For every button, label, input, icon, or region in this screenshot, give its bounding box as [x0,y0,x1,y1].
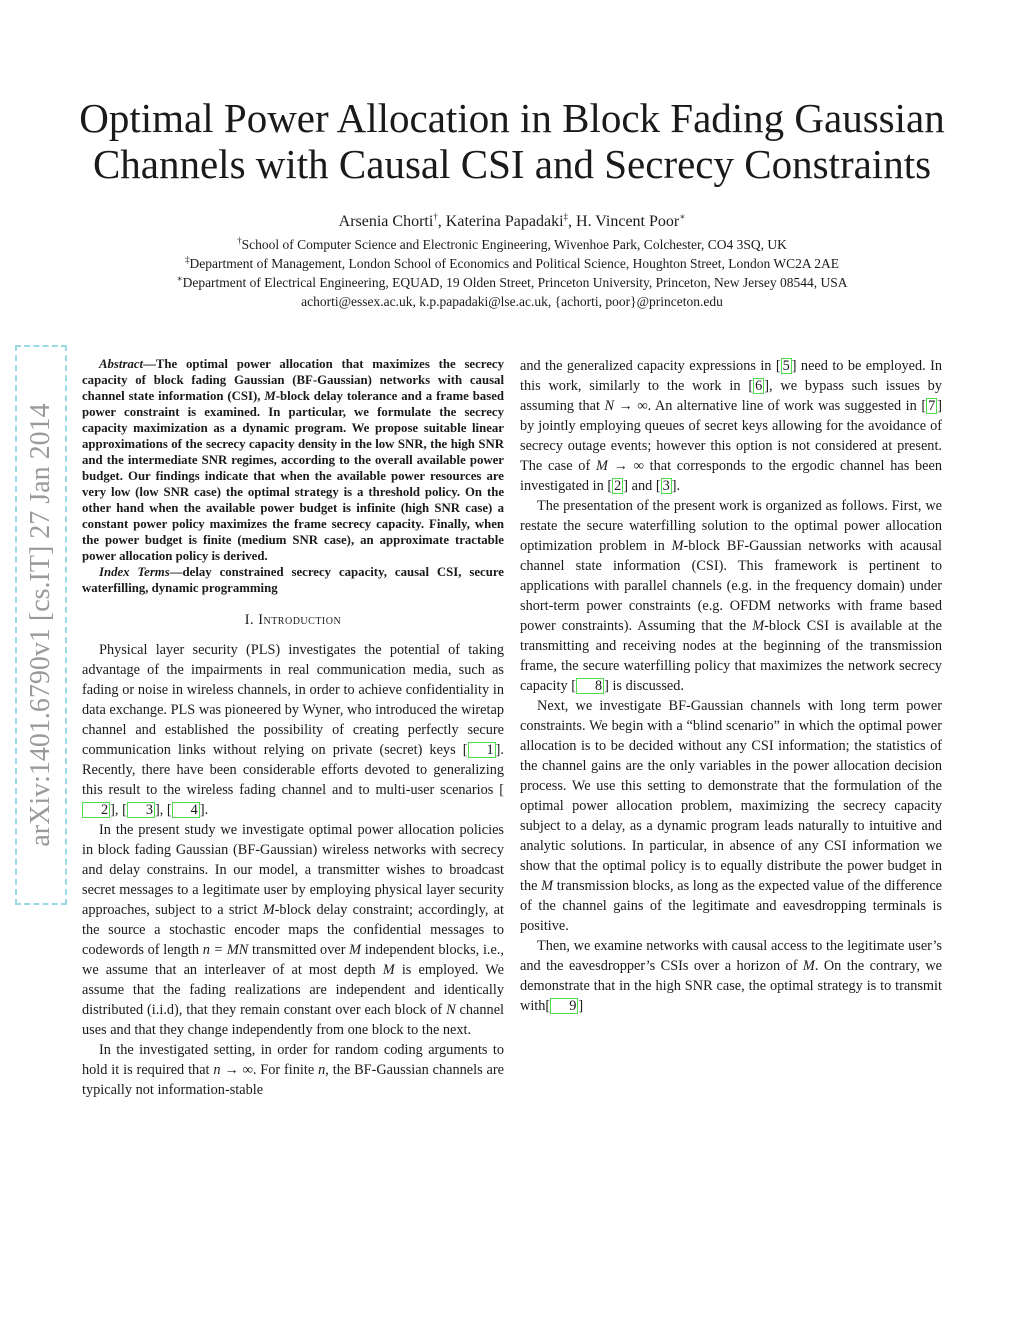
citation-link[interactable]: 6 [755,378,763,394]
text: . For finite [252,1062,319,1078]
text: Then, we examine networks with causal access to the legitimate user’s and the eavesdropper’s CSIs over a horizon of [520,938,942,974]
title-line-2: Channels with Causal CSI and Secrecy Constraints [92,141,932,187]
author-mark: † [433,211,438,222]
index-terms: Index Terms—delay constrained secrecy capacity, causal CSI, secure waterfilling, dynamic programming [82,565,504,595]
text: . On the contrary, we demonstrate that in the high SNR case, the optimal strategy is to transmit with [520,958,942,1014]
math-inline: N [446,1002,456,1018]
author-list: Arsenia Chorti†, Katerina Papadaki‡, H. Vincent Poor∗ [338,211,686,230]
math-inline: n → ∞ [213,1062,253,1078]
affiliation-text: Department of Management, London School of Economics and Political Science, Houghton Street, London WC2A 2AE [189,256,839,271]
paragraph: The presentation of the present work is organized as follows. First, we restate the secure waterfilling solution to the optimal power allocation optimization problem in M-block BF-Gaussian networks with acausal channel state information (CSI). This framework is pertinent to applications with parallel channels (e.g. in the frequency domain) under short-term power constraints (e.g. OFDM networks with frame based power constraints). Assuming that the M-block CSI is available at the transmitting and receiving nodes at the beginning of the transmission frame, the secure waterfilling policy that maximizes the network secrecy capacity [ 8 ] is discussed. [520,498,942,694]
abstract-text: -block delay tolerance and a frame based power constraint is examined. In particular, we formulate the secrecy capacity maximization as a dynamic program. We propose suitable linear approximations of the secrecy capacity density in the low SNR, the high SNR and the intermediate SNR regimes, according to the overall available power budget. Our findings indicate that when the available power resources are very low (low SNR case) the optimal strategy is a threshold policy. On the other hand when the available power budget is infinite (high SNR case) a constant power policy maximizes the frame secrecy capacity. Finally, when the power budget is finite (medium SNR case), an approximate tractable power allocation policy is derived. [82,389,504,563]
text: is employed. We assume that the fading realizations are independent and identically distributed (i.i.d), that they remain constant over each block of [82,962,504,1018]
text: Next, we investigate BF-Gaussian channels with long term power constraints. We begin with a “blind scenario” in which the optimal power allocation is to be decided without any CSI information; the statistics of the channel gains are the only variables in the power allocation decision process. We use this setting to demonstrate that the formulation of the optimal power allocation problem, maximizing the secrecy capacity subject to a delay, as a dynamic program leads naturally to intuitive and analytic solutions. In particular, in absence of any CSI information we show that the optimal policy is to equally distribute the power budget in the [520,698,942,894]
text: need to be employed. In this work, similarly to the work in [520,358,942,394]
text: and the generalized capacity expressions in [520,358,776,374]
abstract-label: Abstract [99,357,144,371]
math-inline: M [382,962,395,978]
math-inline: M [752,618,765,634]
affiliation [40,236,984,254]
paper-title [40,95,984,187]
text: -block delay constraint; accordingly, at the source a stochastic encoder maps the confidential messages to codewords of length [82,902,504,958]
text: is discussed. [608,678,684,694]
title-line-1: Optimal Power Allocation in Block Fading Gaussian [79,95,945,141]
citation-link[interactable]: 5 [782,358,790,374]
abstract: Abstract—The optimal power allocation that maximizes the secrecy capacity of block fading Gaussian (BF-Gaussian) networks with causal channel state information (CSI), M-block delay tolerance and a frame based power constraint is examined. In particular, we formulate the secrecy capacity maximization as a dynamic program. We propose suitable linear approximations of the secrecy capacity density in the low SNR, the high SNR and the intermediate SNR regimes, according to the overall available power budget. Our findings indicate that when the available power resources are very low (low SNR case) the optimal strategy is a threshold policy. On the other hand when the available power budget is infinite (high SNR case) a constant power policy maximizes the frame secrecy capacity. Finally, when the power budget is finite (medium SNR case), an approximate tractable power allocation policy is derived. [82,357,504,563]
math-inline: n = MN [202,942,249,958]
affiliation [40,255,984,273]
citation-link[interactable]: 4 [172,802,200,818]
math-inline: N → ∞ [604,398,648,414]
text: , we bypass such issues by assuming that [520,378,942,414]
author-name: Katerina Papadaki [445,213,564,230]
math-inline: M → ∞ [595,458,644,474]
index-terms-text: delay constrained secrecy capacity, causal CSI, secure waterfilling, dynamic programming [82,565,504,595]
author-mark: ∗ [679,211,686,222]
math-inline: M [262,902,275,918]
section-title: Introduction [258,612,342,628]
section-number: I. [244,612,255,628]
text: channel uses and that they change independently from one block to the next. [82,1002,505,1038]
right-column [520,356,942,1016]
text: Physical layer security (PLS) investigates the potential of taking advantage of the impairments in real communication media, such as fading or noise in wireless channels, in order to achieve confidentiality in data exchange. PLS was pioneered by Wyner, who introduced the wiretap channel and established the possibility of creating perfectly secure communication links without relying on private (secret) keys [82,642,504,758]
math-inline: M [671,538,684,554]
affiliation [40,274,984,292]
author-emails: achorti@essex.ac.uk, k.p.papadaki@lse.ac.uk, {achorti, poor}@princeton.edu [301,294,723,309]
text: -block CSI is available at the transmitting and receiving nodes at the beginning of the transmission frame, the secure waterfilling policy that maximizes the network secrecy capacity [520,618,942,694]
author-mark: ‡ [563,211,569,222]
text: . An alternative line of work was suggested in [647,398,922,414]
text: In the investigated setting, in order for random coding arguments to hold it is required that [82,1042,504,1078]
text: by jointly employing queues of secret keys allowing for the avoidance of secrecy outage events; however this option is not considered at present. The case of [520,418,942,474]
author-name: Arsenia Chorti [338,213,434,230]
math-inline: M [349,942,362,958]
citation-link[interactable]: 3 [127,802,155,818]
citation-link[interactable]: 3 [662,478,670,494]
text: . Recently, there have been considerable efforts devoted to generalizing this result to the wireless fading channel and to multi-user scenarios [82,742,504,798]
paragraph: and the generalized capacity expressions in [ 5 ] need to be employed. In this work, similarly to the work in [ 6 ], we bypass such issues by assuming that N → ∞. An alternative line of work was suggested in [ 7 ] by jointly employing queues of secret keys allowing for the avoidance of secrecy outage events; however this option is not considered at present. The case of M → ∞ that corresponds to the ergodic channel has been investigated in [ 2 ] and [ 3 ]. [520,358,942,494]
affiliation-mark: † [237,235,242,246]
text: The presentation of the present work is organized as follows. First, we restate the secure waterfilling solution to the optimal power allocation optimization problem in [520,498,942,554]
text: that corresponds to the ergodic channel has been investigated in [520,458,942,494]
math-inline: M [541,878,554,894]
index-terms-label: Index Terms [99,565,170,579]
math-inline: M [264,389,276,403]
text: -block BF-Gaussian networks with acausal channel state information (CSI). This framework is pertinent to applications with parallel channels (e.g. in the frequency domain) under short-term power constraints (e.g. OFDM networks with frame based power constraints). Assuming that the [520,538,942,634]
text: and [628,478,656,494]
abstract-text: The optimal power allocation that maximizes the secrecy capacity of block fading Gaussian (BF-Gaussian) networks with causal channel state information (CSI), [82,357,504,403]
author-name: H. Vincent Poor [576,213,680,230]
text: In the present study we investigate optimal power allocation policies in block fading Gaussian (BF-Gaussian) wireless networks with secrecy and delay constrains. In our model, a transmitter wishes to broadcast secret messages to a legitimate user by employing physical layer security approaches, subject to a strict [82,822,504,918]
text: transmitted over [248,942,350,958]
affiliation-mark: ∗ [176,273,183,284]
section-heading [82,610,504,630]
affiliation-text: Department of Electrical Engineering, EQUAD, 19 Olden Street, Princeton University, Princeton, New Jersey 08544, USA [182,275,848,290]
paragraph: Physical layer security (PLS) investigates the potential of taking advantage of the impairments in real communication media, such as fading or noise in wireless channels, in order to achieve confidentiality in data exchange. PLS was pioneered by Wyner, who introduced the wiretap channel and established the possibility of creating perfectly secure communication links without relying on private (secret) keys [ 1 ]. Recently, there have been considerable efforts devoted to generalizing this result to the wireless fading channel and to multi-user scenarios [2 ], [ 3 ], [ 4 ]. [82,642,504,818]
citation-link[interactable]: 2 [82,802,110,818]
math-inline: n [318,1062,326,1078]
paragraph: Then, we examine networks with causal access to the legitimate user’s and the eavesdropper’s CSIs over a horizon of M. On the contrary, we demonstrate that in the high SNR case, the optimal strategy is to transmit with[ 9 ] [520,938,942,1014]
paragraph [520,696,942,936]
affiliation-mark: ‡ [185,254,190,265]
paragraph [82,820,504,1040]
citation-link[interactable]: 9 [550,998,578,1014]
text: independent blocks, i.e., we assume that an interleaver of at most depth [82,942,504,978]
left-column [82,356,504,1100]
citation-link[interactable]: 7 [928,398,936,414]
citation-link[interactable]: 2 [614,478,622,494]
text: transmission blocks, as long as the expected value of the difference of the channel gains of the legitimate and eavesdropping terminals is positive. [520,878,943,934]
text: , the BF-Gaussian channels are typically not information-stable [82,1062,504,1098]
affiliation-text: School of Computer Science and Electronic Engineering, Wivenhoe Park, Colchester, CO4 3SQ, UK [241,237,787,252]
math-inline: M [802,958,815,974]
arxiv-stamp: arXiv:1401.6790v1 [cs.IT] 27 Jan 2014 [25,403,56,847]
citation-link[interactable]: 8 [576,678,604,694]
paragraph [82,1040,504,1100]
citation-link[interactable]: 1 [468,742,496,758]
